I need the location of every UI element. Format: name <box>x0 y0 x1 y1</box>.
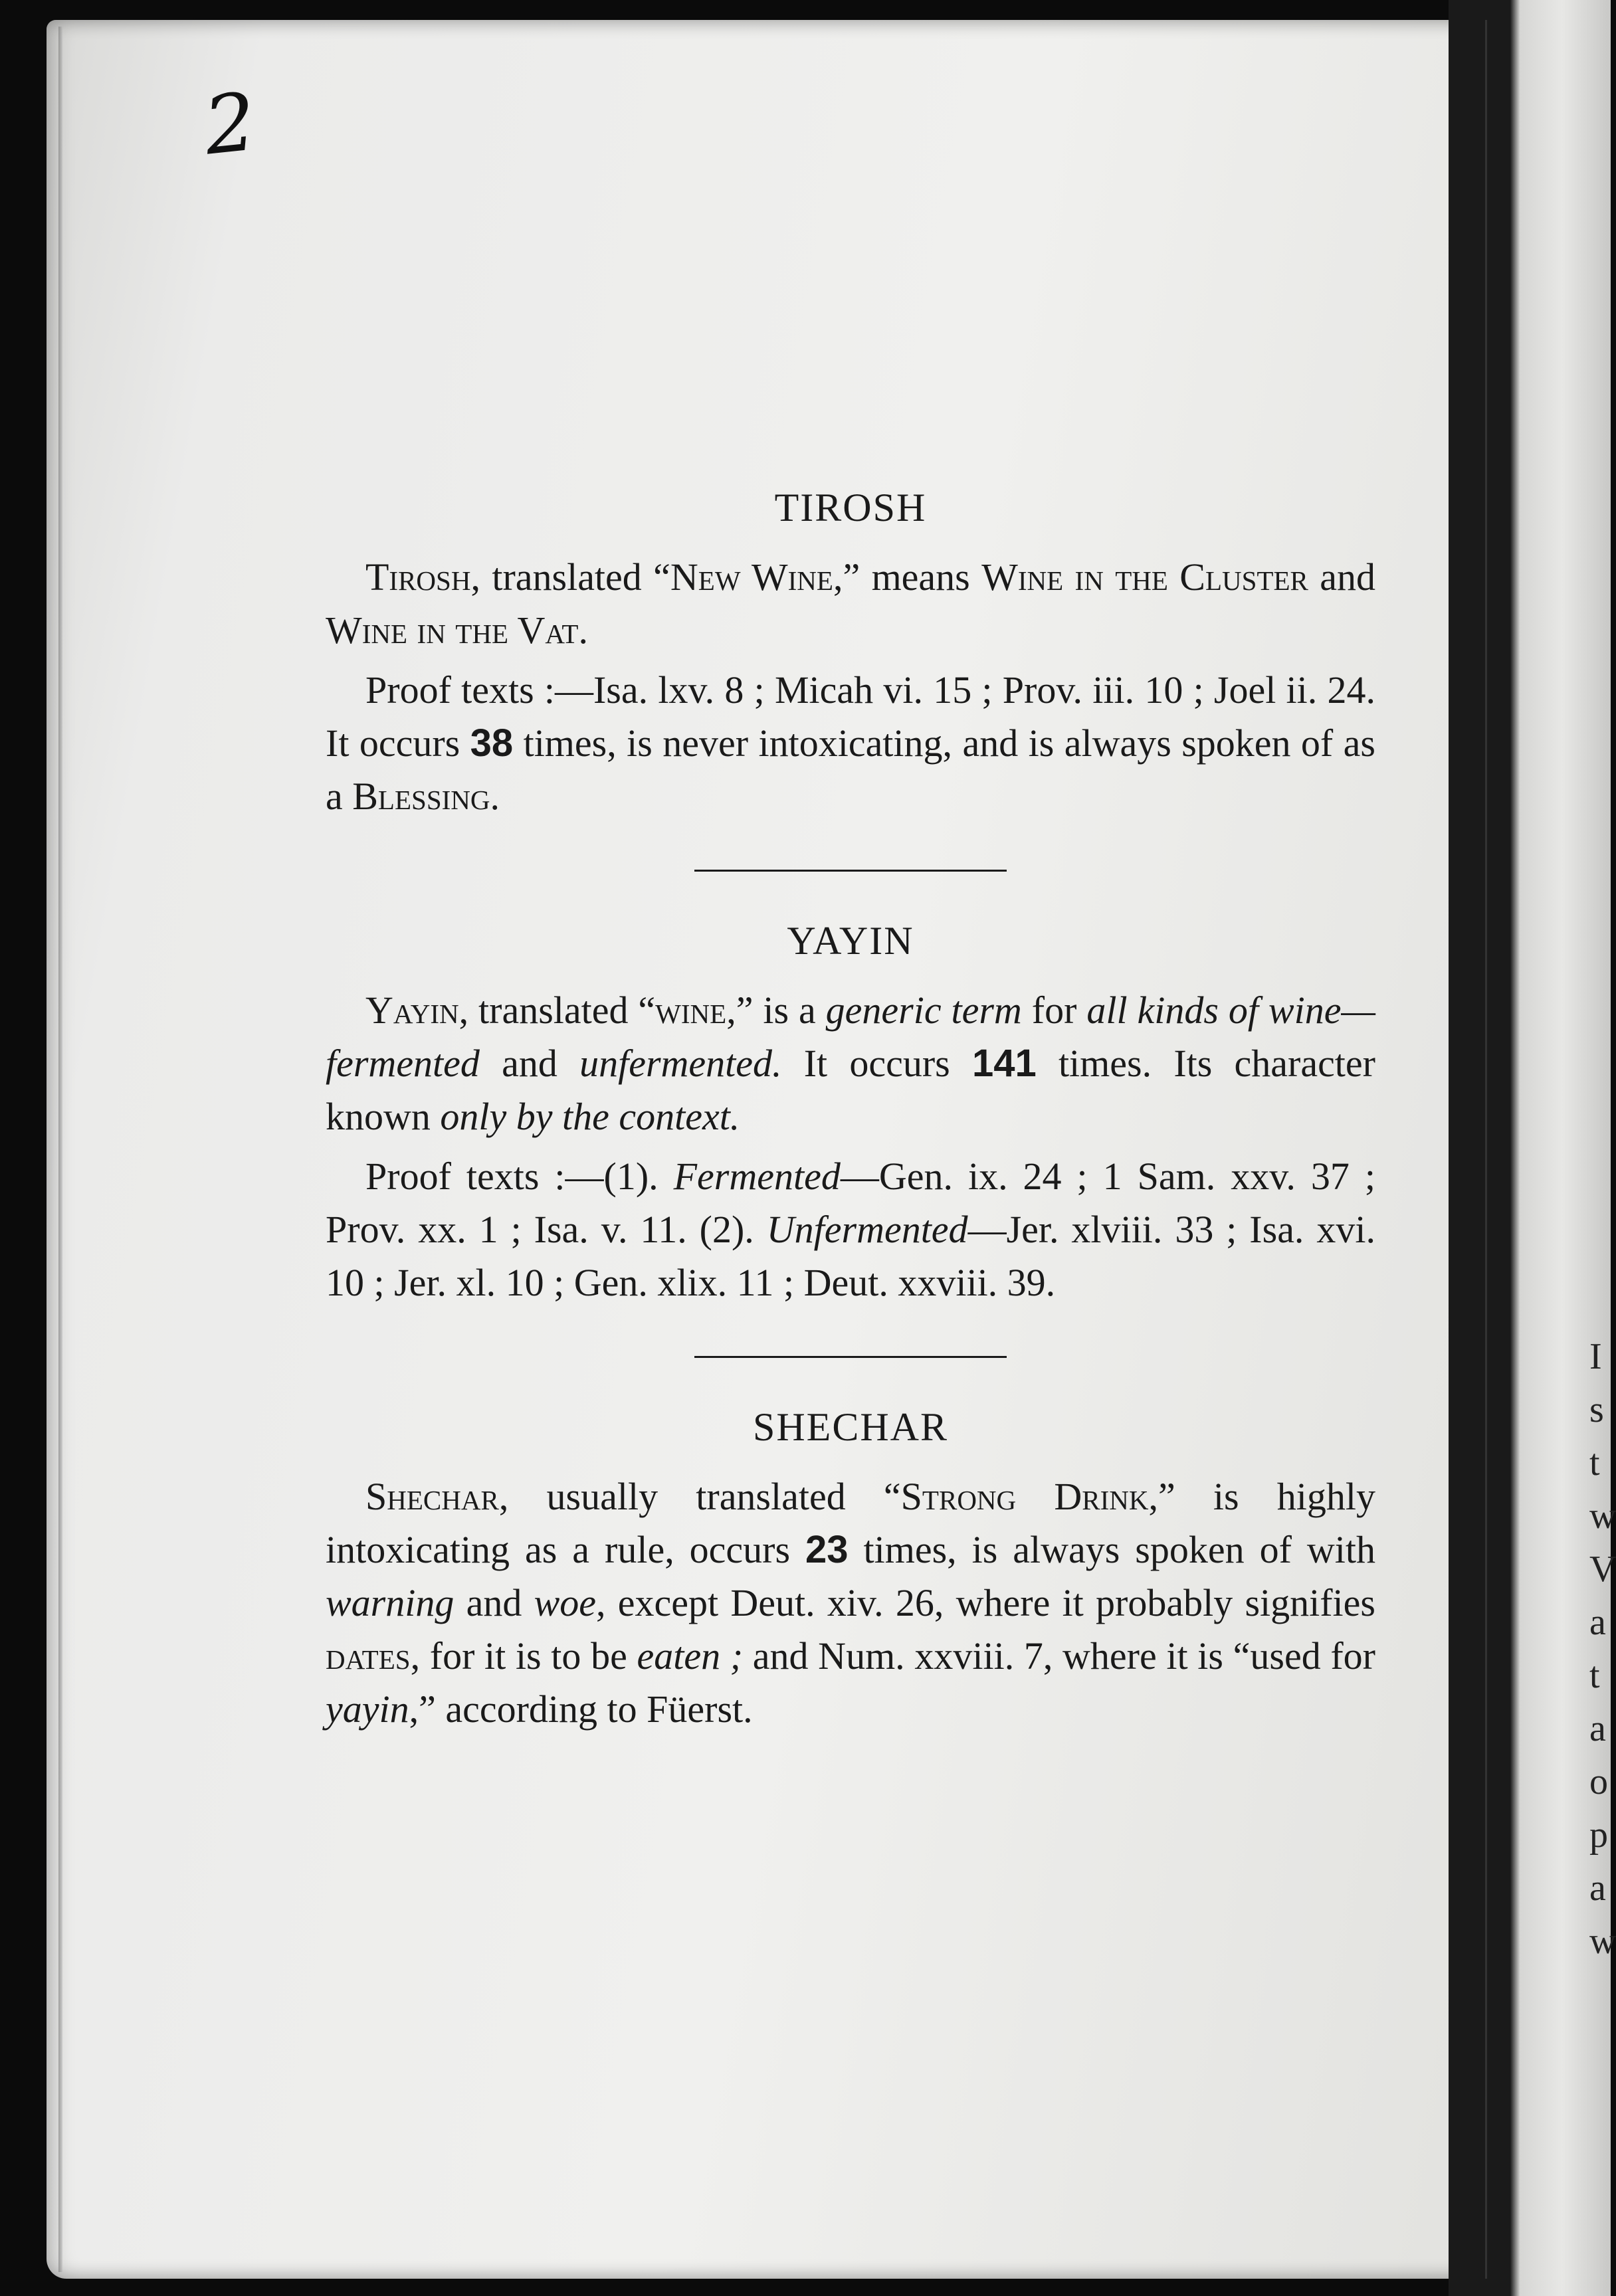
text-run: , translated “ <box>458 989 656 1032</box>
generic-term: generic term <box>825 989 1022 1032</box>
paragraph-shechar-definition <box>326 1470 1375 1736</box>
text-run: and <box>479 1042 580 1085</box>
margin-letter: t <box>1589 1655 1600 1696</box>
text-run: times, is always spoken of with <box>848 1528 1375 1571</box>
text-run: and <box>1308 555 1375 599</box>
page-fold <box>1485 20 1487 2279</box>
paragraph-yayin-definition <box>326 984 1375 1143</box>
margin-letter: a <box>1589 1602 1606 1643</box>
text-run: and <box>454 1581 534 1624</box>
term-tirosh: Tirosh <box>365 555 471 599</box>
occurrence-count: 38 <box>470 721 514 765</box>
paragraph-tirosh-proof <box>326 664 1375 823</box>
text-run: times, is never intoxicating, and is always spoken of as a <box>326 721 1375 818</box>
margin-letter: t <box>1589 1442 1600 1483</box>
yayin-ref: yayin <box>326 1687 409 1731</box>
text-run: ,” according to Füerst. <box>409 1687 753 1731</box>
text-run: times. Its character known <box>326 1042 1375 1138</box>
text-run: , usually translated “ <box>498 1475 901 1518</box>
text-run: Proof texts :—(1). <box>365 1155 674 1198</box>
context-note: only by the context. <box>440 1095 740 1138</box>
facing-page-edge <box>1449 0 1611 2296</box>
paragraph-yayin-proof <box>326 1150 1375 1309</box>
text-run: . <box>578 609 588 652</box>
text-run: —Gen. ix. 24 ; 1 Sam. xxv. 37 ; Prov. xx. 1 ; Isa. v. 11. (2). <box>326 1155 1375 1251</box>
text-run: and Num. xxviii. 7, where it is “used for <box>743 1634 1375 1677</box>
margin-letter: I <box>1589 1336 1602 1377</box>
translation-new-wine: New Wine <box>670 555 833 599</box>
paragraph-tirosh-definition <box>326 551 1375 657</box>
text-run: —Jer. xlviii. 33 ; Isa. xvi. 10 ; Jer. xl. 10 ; Gen. xlix. 11 ; Deut. xxviii. 39. <box>326 1208 1375 1304</box>
text-run: , except Deut. xiv. 26, where it probably signifies <box>596 1581 1375 1624</box>
text-run: , translated “ <box>470 555 670 599</box>
heading-shechar: SHECHAR <box>752 1405 949 1449</box>
text-run: for <box>1021 989 1087 1032</box>
unfermented-label: Unfermented <box>766 1208 968 1251</box>
fermented-label: Fermented <box>673 1155 841 1198</box>
text-run: Proof texts :—Isa. lxv. 8 ; Micah vi. 15 ; Prov. iii. 10 ; Joel ii. 24. It occurs <box>326 668 1375 765</box>
text-run: ,” is highly intoxicating as a rule, occurs <box>326 1475 1376 1571</box>
margin-letter: o <box>1589 1761 1608 1802</box>
term-dates: dates <box>326 1634 411 1677</box>
text-run: , for it is to be <box>410 1634 637 1677</box>
section-yayin <box>326 918 1375 1309</box>
translation-strong-drink: Strong Drink <box>900 1475 1149 1518</box>
warning: warning <box>326 1581 454 1624</box>
section-tirosh <box>326 485 1375 823</box>
heading-tirosh: TIROSH <box>774 486 927 529</box>
text-run: ,” means <box>833 555 982 599</box>
margin-letter: w <box>1589 1921 1616 1962</box>
margin-letter: V <box>1589 1549 1616 1590</box>
meaning-cluster: Wine in the Cluster <box>981 555 1308 599</box>
text-run: . <box>490 775 500 818</box>
unfermented: unfermented. <box>579 1042 782 1085</box>
eaten: eaten ; <box>637 1634 744 1677</box>
handwritten-page-number: 2 <box>199 76 260 173</box>
occurrence-count: 141 <box>971 1042 1037 1085</box>
woe: woe <box>534 1581 597 1624</box>
margin-letter: a <box>1589 1867 1606 1909</box>
term-yayin: Yayin <box>365 989 459 1032</box>
margin-letter: a <box>1589 1708 1606 1749</box>
translation-wine: wine <box>655 989 727 1032</box>
book-page <box>47 20 1482 2279</box>
section-shechar <box>326 1404 1375 1736</box>
meaning-vat: Wine in the Vat <box>326 609 579 652</box>
margin-letter: p <box>1589 1814 1608 1856</box>
term-shechar: Shechar <box>365 1475 499 1518</box>
all-kinds: all kinds of wine—fermented <box>326 989 1376 1085</box>
margin-letter: w <box>1589 1495 1616 1537</box>
page-content <box>326 485 1375 1736</box>
text-run: ,” is a <box>726 989 826 1032</box>
text-run: It occurs <box>781 1042 972 1085</box>
term-blessing: Blessing <box>352 775 490 818</box>
heading-yayin: YAYIN <box>787 919 914 963</box>
occurrence-count: 23 <box>805 1528 849 1571</box>
margin-letter: s <box>1589 1389 1604 1430</box>
